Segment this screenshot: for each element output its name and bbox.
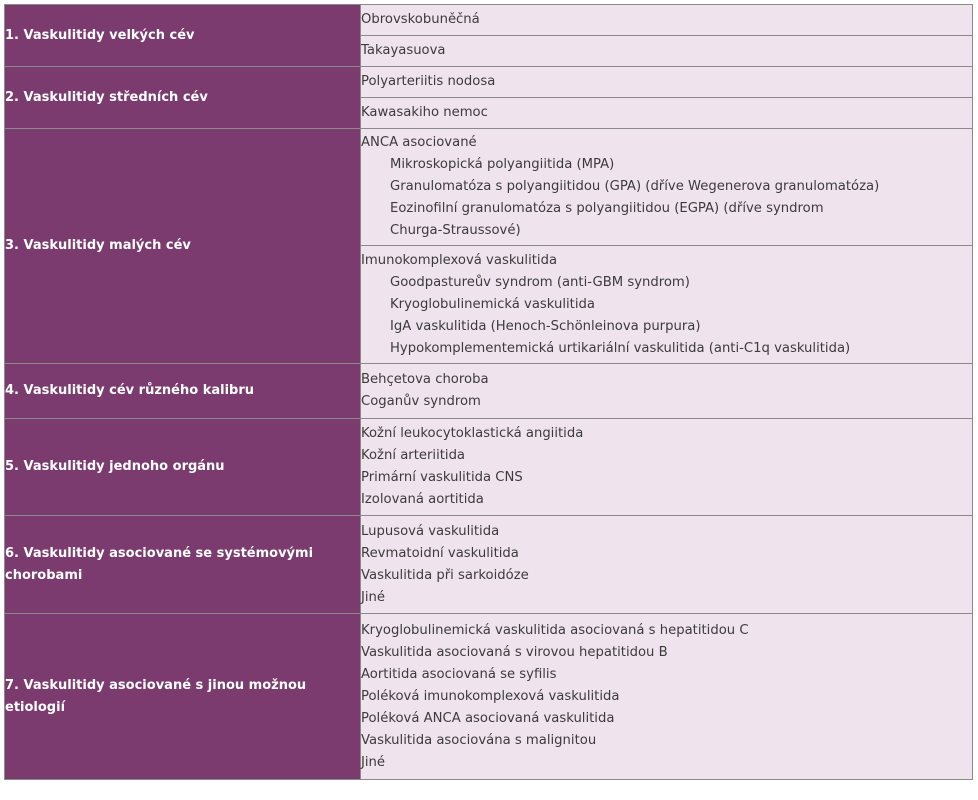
vasculitis-classification — [4, 4, 973, 780]
category-cell: 2. Vaskulitidy středních cév — [5, 67, 361, 129]
subtype-cell: Obrovskobuněčná — [361, 5, 973, 36]
table-row — [5, 516, 973, 614]
table-row — [5, 129, 973, 246]
table-row — [5, 419, 973, 516]
category-cell: 4. Vaskulitidy cév různého kalibru — [5, 364, 361, 419]
subtype-cell: Kožní leukocytoklastická angiitida Kožní arteriitida Primární vaskulitida CNS Izolovaná aortitida — [361, 419, 973, 516]
table-row — [5, 5, 973, 36]
subtype-cell: Imunokomplexová vaskulitida Goodpastureův syndrom (anti-GBM syndrom) Kryoglobulinemická vaskulitida IgA vaskulitida (Henoch-Schönleinova purpura) Hypokomplementemická urtikariální vaskulitida (anti-C1q vaskulitida) — [361, 246, 973, 364]
subtype-cell: Takayasuova — [361, 36, 973, 67]
classification-table — [4, 4, 973, 780]
category-cell: 1. Vaskulitidy velkých cév — [5, 5, 361, 67]
category-cell: 3. Vaskulitidy malých cév — [5, 129, 361, 364]
category-cell: 7. Vaskulitidy asociované s jinou možnou etiologií — [5, 614, 361, 780]
table-row — [5, 364, 973, 419]
subtype-cell: Kryoglobulinemická vaskulitida asociovaná s hepatitidou C Vaskulitida asociovaná s virovou hepatitidou B Aortitida asociovaná se syfilis Poléková imunokomplexová vaskulitida Poléková ANCA asociovaná vaskulitida Vaskulitida asociována s malignitou Jiné — [361, 614, 973, 780]
subtype-cell: Lupusová vaskulitida Revmatoidní vaskulitida Vaskulitida při sarkoidóze Jiné — [361, 516, 973, 614]
subtype-cell: Kawasakiho nemoc — [361, 98, 973, 129]
subtype-cell: Behçetova choroba Coganův syndrom — [361, 364, 973, 419]
table-row — [5, 614, 973, 780]
subtype-cell: ANCA asociované Mikroskopická polyangiitida (MPA) Granulomatóza s polyangiitidou (GPA) (dříve Wegenerova granulomatóza) Eozinofilní granulomatóza s polyangiitidou (EGPA) (dříve syndrom Churga-Straussové) — [361, 129, 973, 246]
subtype-cell: Polyarteriitis nodosa — [361, 67, 973, 98]
category-cell: 6. Vaskulitidy asociované se systémovými chorobami — [5, 516, 361, 614]
table-row — [5, 67, 973, 98]
category-cell: 5. Vaskulitidy jednoho orgánu — [5, 419, 361, 516]
